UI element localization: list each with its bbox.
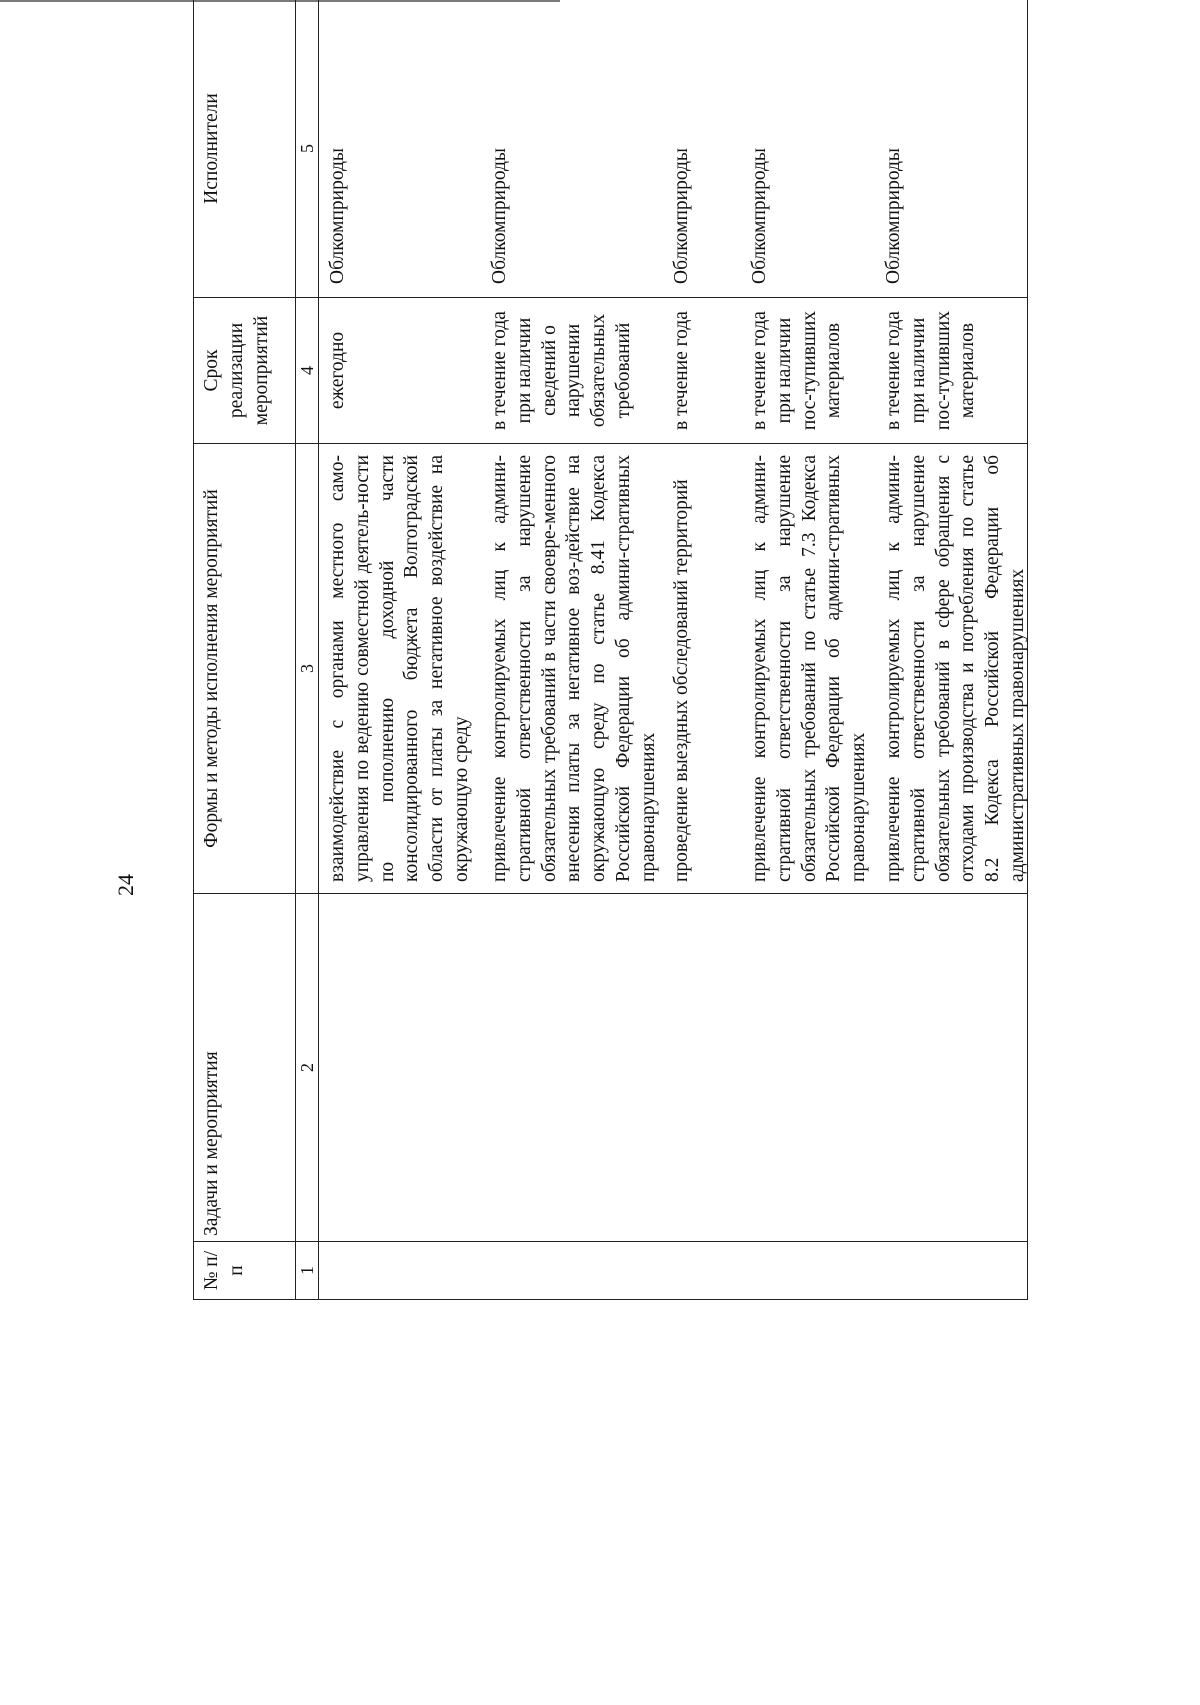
executor-text: Облкомприроды: [489, 147, 510, 284]
executor-text: Облкомприроды: [327, 147, 348, 284]
column-number: 3: [296, 444, 319, 894]
executor-text: Облкомприроды: [883, 147, 904, 284]
header-term: Срок реализации мероприятий: [194, 298, 296, 444]
landscape-table-sheet: [193, 0, 1153, 1300]
cell-executors: [319, 0, 1028, 298]
method-text: взаимодействие с органами местного само-управления по ведению совместной деятель-ности по пополнению доходной части консолидированного бюджета Волгоградской области от платы за негативное воздействие на окружающую среду: [327, 455, 472, 882]
column-number: 4: [296, 298, 319, 444]
cell-tasks: [319, 894, 1028, 1242]
cell-methods: [319, 444, 1028, 894]
method-text: привлечение контролируемых лиц к админи-стративной ответственности за нарушение обязательных требований по статье 7.3 Кодекса Российской Федерации об админи-стративных правонарушениях: [749, 455, 869, 882]
measures-table: [193, 0, 1028, 1300]
column-number: 1: [296, 1242, 319, 1300]
table-header-row: [194, 0, 296, 1300]
term-text: в течение года при наличии пос-тупивших материалов: [883, 310, 979, 431]
executor-text: Облкомприроды: [749, 147, 770, 284]
term-text: в течение года при наличии сведений о нарушении обязательных требований: [489, 311, 634, 430]
method-text: привлечение контролируемых лиц к админи-стративной ответственности за нарушение обязательных требований в части своевре-менного внесения платы за негативное воз-действие на окружающую среду по статье 8.41 Кодекса Российской Федерации об админи-стративных правонарушениях: [489, 455, 659, 882]
term-text: ежегодно: [327, 331, 348, 410]
executor-text: Облкомприроды: [671, 147, 692, 284]
cell-number: [319, 1242, 1028, 1300]
column-number-row: [296, 0, 319, 1300]
method-text: привлечение контролируемых лиц к админи-стративной ответственности за нарушение обязательных требований в сфере обращения с отходами производства и потребления по статье 8.2 Кодекса Российской Федерации об административных правонарушениях: [883, 455, 1028, 882]
method-text: проведение выездных обследований территорий: [671, 479, 692, 882]
term-text: в течение года при наличии пос-тупивших материалов: [749, 310, 845, 431]
term-text: в течение года: [671, 311, 692, 430]
header-number: № п/п: [194, 1242, 296, 1300]
page-number: 24: [113, 874, 138, 896]
column-number: 5: [296, 0, 319, 298]
cell-term: [319, 298, 1028, 444]
header-methods: Формы и методы исполнения мероприятий: [194, 444, 296, 894]
header-executors: Исполнители: [194, 0, 296, 298]
column-number: 2: [296, 894, 319, 1242]
table-body-row: [319, 0, 1028, 1300]
header-tasks: Задачи и мероприятия: [194, 894, 296, 1242]
